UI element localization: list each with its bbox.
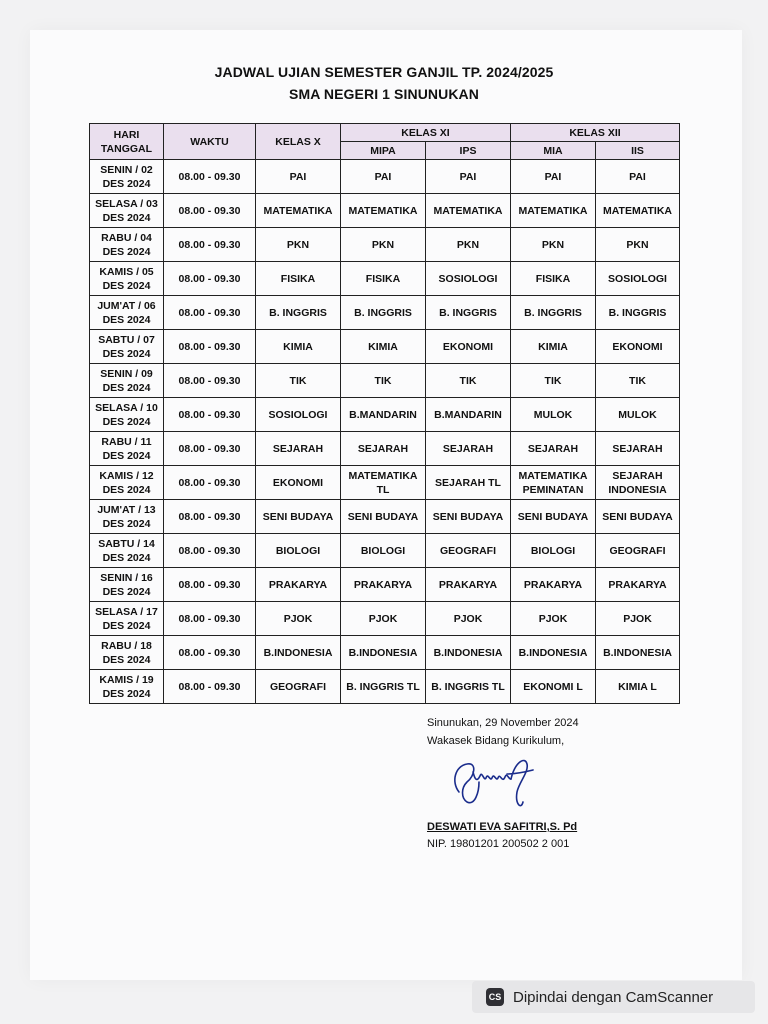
hari-text: SELASA / 17: [95, 605, 158, 618]
hari-tanggal-cell: [90, 194, 164, 228]
subject-cell-xi-mipa: B.INDONESIA: [341, 636, 426, 670]
header-kelas-xi: KELAS XI: [341, 124, 511, 142]
subject-cell-xi-ips: SENI BUDAYA: [426, 500, 511, 534]
waktu-cell: 08.00 - 09.30: [164, 262, 256, 296]
subject-cell-xi-ips: TIK: [426, 364, 511, 398]
subject-cell-xii-mia: MATEMATIKA PEMINATAN: [511, 466, 596, 500]
hari-text: SABTU / 14: [98, 537, 155, 550]
tanggal-text: DES 2024: [102, 585, 151, 598]
hari-tanggal-cell: [90, 602, 164, 636]
subject-cell-xi-mipa: PRAKARYA: [341, 568, 426, 602]
subject-cell-xi-mipa: MATEMATIKA TL: [341, 466, 426, 500]
subject-cell-xi-mipa: MATEMATIKA: [341, 194, 426, 228]
table-row: [90, 500, 680, 534]
hari-text: SELASA / 03: [95, 197, 158, 210]
hari-tanggal-cell: [90, 500, 164, 534]
subject-cell-xii-iis: SOSIOLOGI: [596, 262, 680, 296]
table-row: [90, 194, 680, 228]
tanggal-text: DES 2024: [102, 415, 151, 428]
tanggal-text: DES 2024: [102, 245, 151, 258]
hari-text: SENIN / 09: [100, 367, 153, 380]
table-row: [90, 534, 680, 568]
table-row: [90, 330, 680, 364]
subject-cell-xi-mipa: SEJARAH: [341, 432, 426, 466]
subject-cell-xii-mia: MATEMATIKA: [511, 194, 596, 228]
waktu-cell: 08.00 - 09.30: [164, 364, 256, 398]
hari-tanggal-cell: [90, 534, 164, 568]
subject-cell-xi-mipa: PJOK: [341, 602, 426, 636]
subject-cell-x: SEJARAH: [256, 432, 341, 466]
subject-cell-xi-mipa: TIK: [341, 364, 426, 398]
tanggal-text: DES 2024: [102, 313, 151, 326]
subject-cell-x: MATEMATIKA: [256, 194, 341, 228]
waktu-cell: 08.00 - 09.30: [164, 228, 256, 262]
subject-cell-xii-iis: TIK: [596, 364, 680, 398]
subject-cell-x: B.INDONESIA: [256, 636, 341, 670]
hari-tanggal-cell: [90, 398, 164, 432]
table-row: [90, 636, 680, 670]
subject-cell-xii-iis: PRAKARYA: [596, 568, 680, 602]
subject-cell-x: SOSIOLOGI: [256, 398, 341, 432]
subject-cell-xi-mipa: PKN: [341, 228, 426, 262]
subject-cell-x: EKONOMI: [256, 466, 341, 500]
hari-text: SENIN / 02: [100, 163, 153, 176]
subject-cell-xii-mia: PJOK: [511, 602, 596, 636]
subject-cell-xii-mia: KIMIA: [511, 330, 596, 364]
camscanner-logo-icon: CS: [486, 988, 504, 1006]
waktu-cell: 08.00 - 09.30: [164, 670, 256, 704]
subject-cell-xi-mipa: FISIKA: [341, 262, 426, 296]
signature-place-date: Sinunukan, 29 November 2024: [427, 717, 579, 729]
subject-cell-xi-ips: B.INDONESIA: [426, 636, 511, 670]
subject-cell-x: TIK: [256, 364, 341, 398]
table-row: [90, 296, 680, 330]
table-row: [90, 228, 680, 262]
table-row: [90, 160, 680, 194]
subject-cell-x: PAI: [256, 160, 341, 194]
subject-cell-xii-mia: PKN: [511, 228, 596, 262]
tanggal-text: DES 2024: [102, 177, 151, 190]
subject-cell-xi-ips: PJOK: [426, 602, 511, 636]
subject-cell-xii-mia: PAI: [511, 160, 596, 194]
subject-cell-xi-ips: SEJARAH: [426, 432, 511, 466]
hari-text: KAMIS / 19: [99, 673, 154, 686]
header-waktu: WAKTU: [164, 124, 256, 160]
subject-cell-xii-iis: B.INDONESIA: [596, 636, 680, 670]
subject-cell-x: PKN: [256, 228, 341, 262]
hari-tanggal-cell: [90, 670, 164, 704]
hari-text: RABU / 18: [101, 639, 152, 652]
subject-cell-xi-mipa: B.MANDARIN: [341, 398, 426, 432]
hari-text: JUM'AT / 13: [97, 503, 156, 516]
waktu-cell: 08.00 - 09.30: [164, 330, 256, 364]
subject-cell-xi-mipa: BIOLOGI: [341, 534, 426, 568]
table-row: [90, 364, 680, 398]
subject-cell-xii-iis: SENI BUDAYA: [596, 500, 680, 534]
signatory-name: DESWATI EVA SAFITRI,S. Pd: [427, 821, 578, 833]
subject-cell-xi-ips: SEJARAH TL: [426, 466, 511, 500]
subject-cell-xii-mia: TIK: [511, 364, 596, 398]
subject-cell-xi-mipa: SENI BUDAYA: [341, 500, 426, 534]
waktu-cell: 08.00 - 09.30: [164, 160, 256, 194]
subject-cell-xi-mipa: B. INGGRIS TL: [341, 670, 426, 704]
subject-cell-xii-iis: SEJARAH INDONESIA: [596, 466, 680, 500]
hari-tanggal-cell: [90, 568, 164, 602]
hari-tanggal-cell: [90, 296, 164, 330]
subject-cell-xii-mia: PRAKARYA: [511, 568, 596, 602]
header-kelas-x: KELAS X: [256, 124, 341, 160]
waktu-cell: 08.00 - 09.30: [164, 568, 256, 602]
header-mipa: MIPA: [341, 142, 426, 160]
subject-cell-xi-mipa: B. INGGRIS: [341, 296, 426, 330]
hari-text: JUM'AT / 06: [97, 299, 156, 312]
waktu-cell: 08.00 - 09.30: [164, 534, 256, 568]
camscanner-watermark: [472, 981, 755, 1013]
subject-cell-x: PRAKARYA: [256, 568, 341, 602]
waktu-cell: 08.00 - 09.30: [164, 194, 256, 228]
subject-cell-x: KIMIA: [256, 330, 341, 364]
header-hari-tanggal: [90, 124, 164, 160]
subject-cell-xii-iis: MULOK: [596, 398, 680, 432]
subject-cell-x: PJOK: [256, 602, 341, 636]
handwritten-signature: [445, 752, 537, 814]
waktu-cell: 08.00 - 09.30: [164, 398, 256, 432]
waktu-cell: 08.00 - 09.30: [164, 432, 256, 466]
header-iis: IIS: [596, 142, 680, 160]
subject-cell-x: FISIKA: [256, 262, 341, 296]
hari-text: SABTU / 07: [98, 333, 155, 346]
tanggal-text: DES 2024: [102, 347, 151, 360]
subject-cell-xii-mia: FISIKA: [511, 262, 596, 296]
table-row: [90, 670, 680, 704]
tanggal-text: DES 2024: [102, 687, 151, 700]
subject-cell-xi-ips: EKONOMI: [426, 330, 511, 364]
subject-cell-xii-mia: SEJARAH: [511, 432, 596, 466]
hari-tanggal-cell: [90, 466, 164, 500]
hari-tanggal-cell: [90, 432, 164, 466]
subject-cell-xi-ips: B. INGGRIS TL: [426, 670, 511, 704]
subject-cell-x: B. INGGRIS: [256, 296, 341, 330]
subject-cell-xi-ips: B. INGGRIS: [426, 296, 511, 330]
tanggal-text: DES 2024: [102, 517, 151, 530]
subject-cell-xii-iis: PKN: [596, 228, 680, 262]
tanggal-text: DES 2024: [102, 211, 151, 224]
subject-cell-xii-iis: PJOK: [596, 602, 680, 636]
subject-cell-xii-iis: PAI: [596, 160, 680, 194]
subject-cell-xi-ips: PKN: [426, 228, 511, 262]
subject-cell-xii-iis: B. INGGRIS: [596, 296, 680, 330]
hari-text: KAMIS / 05: [99, 265, 154, 278]
subject-cell-xi-ips: PRAKARYA: [426, 568, 511, 602]
header-mia: MIA: [511, 142, 596, 160]
hari-tanggal-cell: [90, 160, 164, 194]
waktu-cell: 08.00 - 09.30: [164, 602, 256, 636]
subject-cell-xi-mipa: KIMIA: [341, 330, 426, 364]
subject-cell-x: BIOLOGI: [256, 534, 341, 568]
tanggal-text: DES 2024: [102, 449, 151, 462]
tanggal-text: DES 2024: [102, 653, 151, 666]
hari-text: SENIN / 16: [100, 571, 153, 584]
waktu-cell: 08.00 - 09.30: [164, 296, 256, 330]
table-row: [90, 398, 680, 432]
table-row: [90, 432, 680, 466]
table-row: [90, 568, 680, 602]
subject-cell-xi-ips: SOSIOLOGI: [426, 262, 511, 296]
subject-cell-xi-ips: B.MANDARIN: [426, 398, 511, 432]
subject-cell-x: GEOGRAFI: [256, 670, 341, 704]
subject-cell-xii-mia: B.INDONESIA: [511, 636, 596, 670]
header-kelas-xii: KELAS XII: [511, 124, 680, 142]
subject-cell-xii-iis: SEJARAH: [596, 432, 680, 466]
hari-tanggal-cell: [90, 228, 164, 262]
waktu-cell: 08.00 - 09.30: [164, 500, 256, 534]
camscanner-text: Dipindai dengan CamScanner: [513, 988, 714, 1006]
hari-tanggal-cell: [90, 364, 164, 398]
tanggal-text: DES 2024: [102, 551, 151, 564]
exam-schedule-table: [89, 123, 680, 704]
table-row: [90, 466, 680, 500]
waktu-cell: 08.00 - 09.30: [164, 466, 256, 500]
signature-role: Wakasek Bidang Kurikulum,: [427, 735, 565, 747]
subject-cell-xii-iis: EKONOMI: [596, 330, 680, 364]
subject-cell-x: SENI BUDAYA: [256, 500, 341, 534]
hari-text: RABU / 11: [101, 435, 152, 448]
table-row: [90, 262, 680, 296]
subject-cell-xi-ips: GEOGRAFI: [426, 534, 511, 568]
subject-cell-xii-mia: SENI BUDAYA: [511, 500, 596, 534]
subject-cell-xii-mia: EKONOMI L: [511, 670, 596, 704]
tanggal-text: DES 2024: [102, 483, 151, 496]
subject-cell-xii-mia: MULOK: [511, 398, 596, 432]
hari-tanggal-cell: [90, 262, 164, 296]
subject-cell-xii-iis: MATEMATIKA: [596, 194, 680, 228]
hari-text: KAMIS / 12: [99, 469, 154, 482]
subject-cell-xii-iis: KIMIA L: [596, 670, 680, 704]
subject-cell-xii-mia: BIOLOGI: [511, 534, 596, 568]
hari-text: RABU / 04: [101, 231, 152, 244]
subject-cell-xi-mipa: PAI: [341, 160, 426, 194]
header-tanggal: TANGGAL: [100, 142, 153, 155]
tanggal-text: DES 2024: [102, 381, 151, 394]
document-title: JADWAL UJIAN SEMESTER GANJIL TP. 2024/2025: [214, 64, 554, 80]
subject-cell-xii-iis: GEOGRAFI: [596, 534, 680, 568]
school-name: SMA NEGERI 1 SINUNUKAN: [289, 86, 479, 102]
hari-tanggal-cell: [90, 636, 164, 670]
subject-cell-xi-ips: MATEMATIKA: [426, 194, 511, 228]
header-hari: HARI: [113, 128, 140, 141]
tanggal-text: DES 2024: [102, 619, 151, 632]
waktu-cell: 08.00 - 09.30: [164, 636, 256, 670]
hari-text: SELASA / 10: [95, 401, 158, 414]
header-ips: IPS: [426, 142, 511, 160]
table-row: [90, 602, 680, 636]
signatory-nip: NIP. 19801201 200502 2 001: [427, 838, 570, 850]
subject-cell-xii-mia: B. INGGRIS: [511, 296, 596, 330]
hari-tanggal-cell: [90, 330, 164, 364]
subject-cell-xi-ips: PAI: [426, 160, 511, 194]
tanggal-text: DES 2024: [102, 279, 151, 292]
